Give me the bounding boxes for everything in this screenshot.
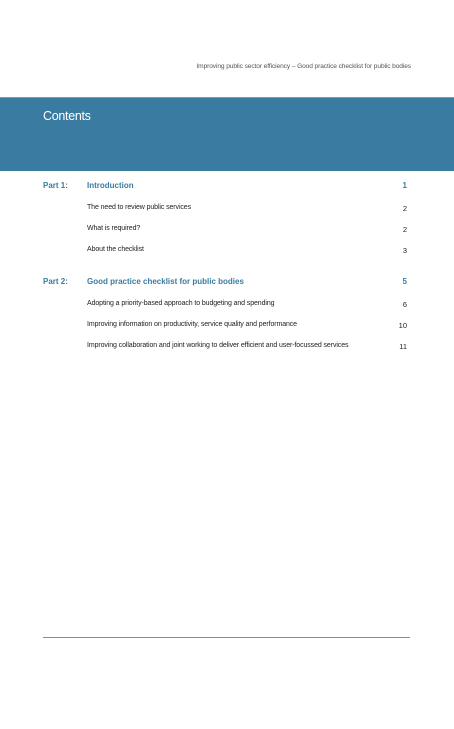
part-title: Introduction <box>87 181 134 190</box>
part-label: Part 2: <box>43 277 68 286</box>
toc-item[interactable] <box>0 300 454 314</box>
toc-item-page-number: 2 <box>402 225 407 234</box>
toc-item-title: The need to review public services <box>87 204 191 211</box>
toc-item-title: Improving collaboration and joint working to deliver efficient and user-focussed services <box>87 342 349 349</box>
toc-item-page-number: 3 <box>402 246 407 255</box>
toc-item[interactable] <box>0 225 454 239</box>
toc-item-title: Adopting a priority-based approach to budgeting and spending <box>87 300 275 307</box>
toc-item-title: Improving information on productivity, service quality and performance <box>87 321 297 328</box>
toc-item[interactable] <box>0 342 454 356</box>
toc-part-2[interactable] <box>0 277 454 291</box>
footer-divider <box>43 637 410 638</box>
toc-item[interactable] <box>0 204 454 218</box>
page-title: Contents <box>43 109 91 123</box>
toc-item-page-number: 6 <box>402 300 407 309</box>
part-label: Part 1: <box>43 181 68 190</box>
toc-item-title: About the checklist <box>87 246 144 253</box>
toc-item-title: What is required? <box>87 225 141 232</box>
toc-item[interactable] <box>0 246 454 260</box>
running-header: Improving public sector efficiency – Good practice checklist for public bodies <box>196 63 411 70</box>
contents-banner <box>0 97 454 171</box>
toc-item-page-number: 11 <box>399 342 407 351</box>
toc-part-1[interactable] <box>0 181 454 195</box>
toc-item[interactable] <box>0 321 454 335</box>
part-page-number: 5 <box>402 277 407 286</box>
part-page-number: 1 <box>402 181 407 190</box>
toc-item-page-number: 2 <box>402 204 407 213</box>
part-title: Good practice checklist for public bodies <box>87 277 244 286</box>
toc-item-page-number: 10 <box>398 321 407 330</box>
